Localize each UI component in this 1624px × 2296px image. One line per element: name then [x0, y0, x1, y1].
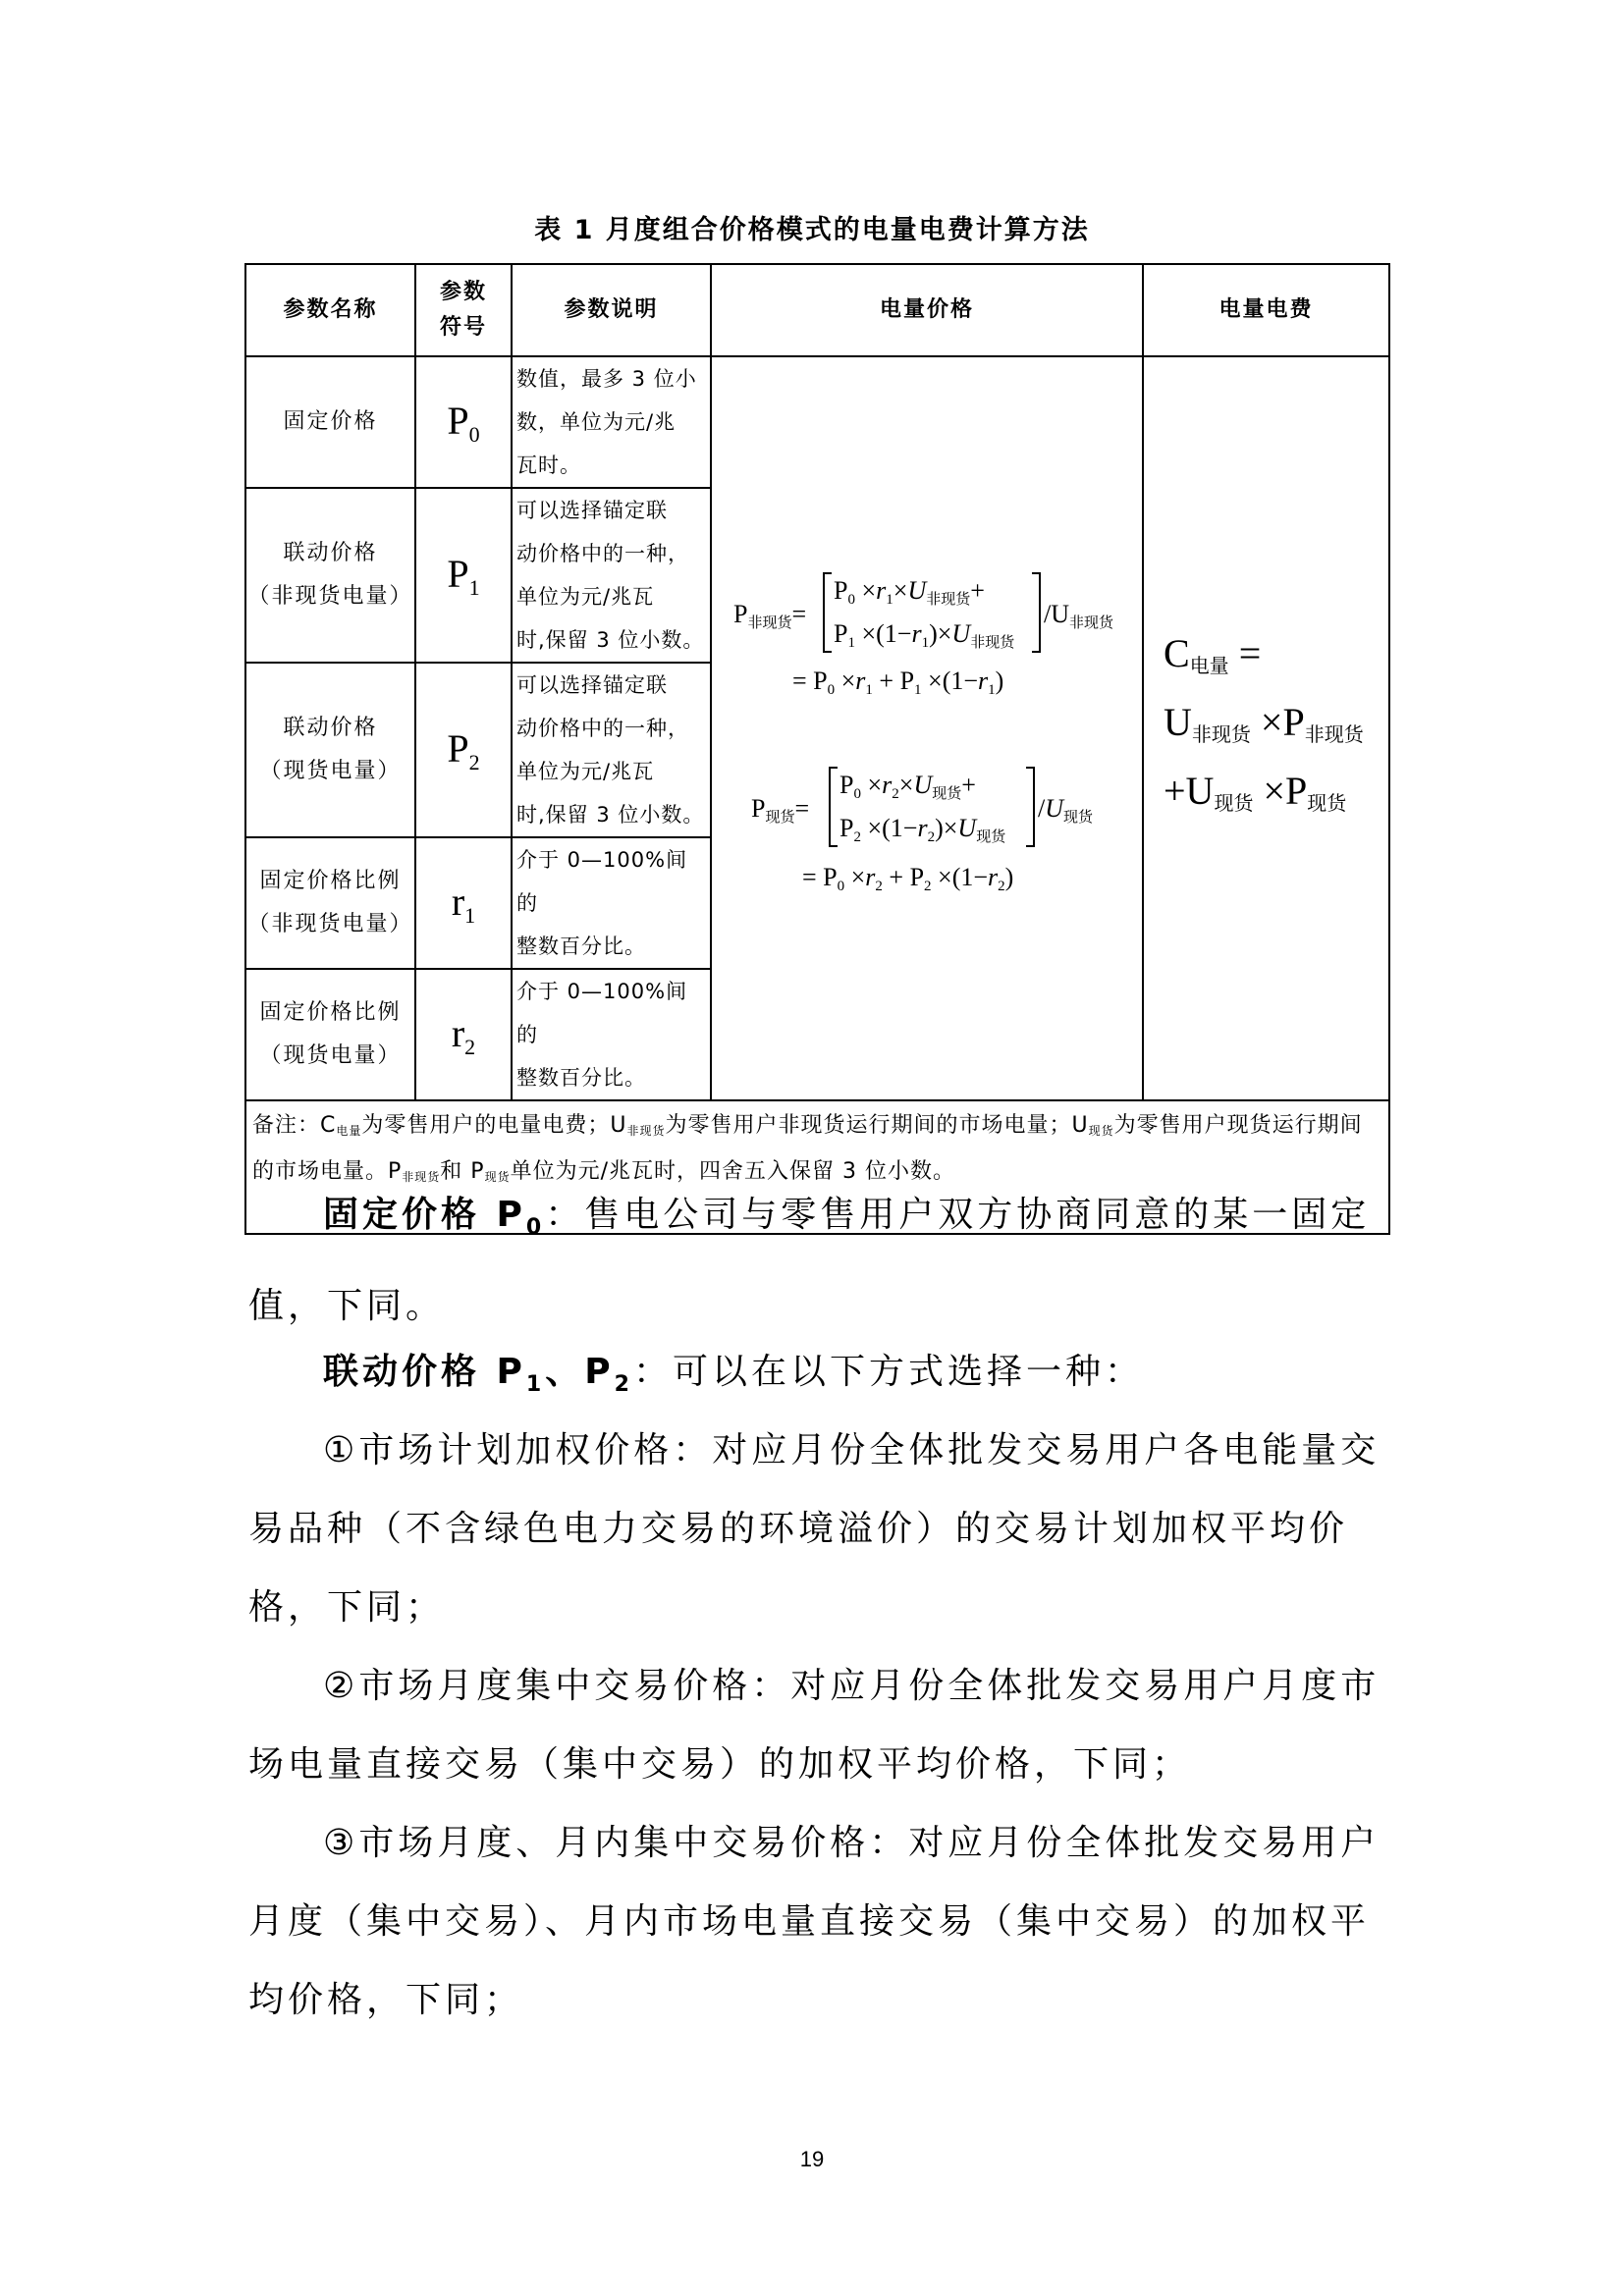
cost-line2: $U_{非现货} \times P_{非现货}$ [1164, 700, 1364, 746]
paragraph-option-3: ③市场月度、月内集中交易价格：对应月份全体批发交易用户月度（集中交易）、月内市场电量直接交易（集中交易）的加权平均价格，下同； [248, 1823, 1380, 2020]
symbol-letter: P [447, 398, 469, 443]
formula2-result: = P0 ×r2 + P2 ×(1−r2) [802, 863, 1014, 894]
header-price: 电量价格 [711, 264, 1143, 356]
formula1-result: = P0 ×r1 + P1 ×(1−r1) [792, 667, 1004, 698]
param-name-line1: 固定价格比例 [259, 1000, 402, 1025]
formula2-line2: P2 ×(1−r2)×U现货 [839, 814, 1006, 845]
desc-line: 数，单位为元/兆 [516, 410, 677, 434]
formula1-line1: P0 ×r1×U非现货+ [834, 576, 985, 608]
note-text: 为零售用户现货运行期间的市场电量。P [252, 1113, 1363, 1184]
param-desc [512, 663, 711, 837]
desc-line: 数值，最多 3 位小 [516, 367, 697, 391]
symbol-subscript: 2 [468, 749, 480, 774]
param-desc [512, 488, 711, 663]
param-symbol [415, 356, 512, 488]
param-symbol [415, 969, 512, 1100]
desc-line: 整数百分比。 [516, 1066, 646, 1090]
term-text: ：售电公司与零售用户双方协商同意的某一固定值，下同。 [248, 1195, 1371, 1327]
symbol-letter: P [447, 551, 469, 596]
param-name-line2: （现货电量） [259, 1043, 402, 1068]
symbol-subscript: 1 [468, 574, 480, 600]
note-sub: 现货 [1088, 1124, 1114, 1138]
param-name-line1: 联动价格 [283, 716, 378, 740]
cost-sub: 电量 [1189, 654, 1229, 677]
param-name-line2: （非现货电量） [247, 912, 413, 936]
desc-line: 介于 0—100%间的 [516, 848, 688, 915]
param-name [245, 837, 415, 969]
symbol-letter: r [451, 1010, 465, 1055]
cost-line3: $+U_{现货} \times P_{现货}$ [1164, 769, 1347, 815]
term-label: 固定价格 P [323, 1195, 526, 1235]
cost-sub: 非现货 [1191, 722, 1251, 746]
param-name [245, 356, 415, 488]
header-cost: 电量电费 [1143, 264, 1389, 356]
desc-line: 时,保留 3 位小数。 [516, 803, 705, 827]
desc-line: 动价格中的一种， [516, 717, 689, 740]
desc-line: 单位为元/兆瓦 [516, 760, 655, 783]
desc-line: 单位为元/兆瓦 [516, 585, 655, 609]
note-text: 和 P [440, 1159, 485, 1184]
desc-line: 动价格中的一种， [516, 542, 689, 565]
formula2-lhs: P现货= [751, 794, 810, 826]
symbol-letter: r [451, 879, 465, 924]
cost-sub: 现货 [1214, 791, 1254, 815]
param-name [245, 663, 415, 837]
header-symbol-line2: 符号 [439, 315, 487, 340]
paragraph-fixed-price [248, 1176, 1387, 1346]
table-row [245, 356, 1389, 488]
cost-sub: 非现货 [1304, 722, 1364, 746]
desc-line: 可以选择锚定联 [516, 499, 668, 522]
cost-formula-cell [1143, 356, 1389, 1100]
header-symbol-line1: 参数 [439, 280, 487, 304]
param-name-line2: （非现货电量） [247, 584, 413, 609]
param-desc [512, 837, 711, 969]
param-desc [512, 356, 711, 488]
formula2-line1: P0 ×r2×U现货+ [839, 771, 976, 802]
term-label: 、P [545, 1352, 615, 1392]
desc-line: 整数百分比。 [516, 934, 646, 958]
price-formula [712, 395, 1140, 1062]
bracket-right-icon [1032, 573, 1040, 652]
note-text: 为零售用户非现货运行期间的市场电量；U [665, 1113, 1089, 1138]
header-symbol [415, 264, 512, 356]
param-symbol [415, 488, 512, 663]
note-sub: 现货 [484, 1170, 511, 1184]
param-symbol [415, 837, 512, 969]
term-sub: 0 [525, 1215, 546, 1241]
desc-line: 时,保留 3 位小数。 [516, 628, 705, 652]
table-caption: 表 1 月度组合价格模式的电量电费计算方法 [534, 215, 1090, 245]
pricing-table [244, 263, 1390, 1235]
symbol-letter: P [447, 725, 469, 771]
param-name-line1: 固定价格比例 [259, 869, 402, 893]
note-sub: 非现货 [402, 1170, 441, 1184]
paragraph-option-1: ①市场计划加权价格：对应月份全体批发交易用户各电能量交易品种（不含绿色电力交易的环境溢价）的交易计划加权平均价格，下同； [248, 1430, 1380, 1628]
term-sub: 1 [525, 1372, 546, 1398]
note-text: 为零售用户的电量电费；U [361, 1113, 627, 1138]
param-symbol [415, 663, 512, 837]
symbol-subscript: 0 [468, 421, 480, 447]
formula2-divisor: /U现货 [1038, 794, 1094, 826]
page-number: 19 [799, 2147, 825, 2171]
bracket-right-icon [1026, 768, 1034, 846]
table-header-row [245, 264, 1389, 356]
param-name-line1: 联动价格 [283, 541, 378, 565]
note-sub: 电量 [336, 1124, 362, 1138]
cost-sub: 现货 [1307, 791, 1347, 815]
paragraph-option-2: ②市场月度集中交易价格：对应月份全体批发交易用户月度市场电量直接交易（集中交易）的加权平均价格，下同； [248, 1666, 1380, 1785]
price-formula-cell [711, 356, 1143, 1100]
symbol-subscript: 1 [464, 902, 476, 928]
bracket-left-icon [824, 573, 832, 652]
term-text: ：可以在以下方式选择一种： [632, 1352, 1144, 1392]
note-text: 备注：C [252, 1113, 337, 1138]
param-name-line2: （现货电量） [259, 759, 402, 783]
bracket-left-icon [830, 768, 838, 846]
param-name [245, 488, 415, 663]
desc-line: 瓦时。 [516, 454, 581, 477]
param-name [245, 969, 415, 1100]
desc-line: 可以选择锚定联 [516, 673, 668, 697]
cost-line1: $C_{电量}$ = [1164, 631, 1262, 677]
formula1-line2: P1 ×(1−r1)×U非现货 [834, 619, 1015, 651]
term-label: 联动价格 P [323, 1352, 526, 1392]
header-desc: 参数说明 [512, 264, 711, 356]
formula1-lhs: P非现货= [733, 600, 807, 631]
desc-line: 介于 0—100%间的 [516, 980, 688, 1046]
term-sub: 2 [614, 1372, 633, 1398]
note-text: 单位为元/兆瓦时，四舍五入保留 3 位小数。 [510, 1159, 955, 1184]
note-sub: 非现货 [626, 1124, 666, 1138]
formula1-divisor: /U非现货 [1044, 600, 1114, 631]
header-name: 参数名称 [245, 264, 415, 356]
param-desc [512, 969, 711, 1100]
param-name-line1: 固定价格 [283, 409, 378, 434]
symbol-subscript: 2 [464, 1034, 476, 1059]
